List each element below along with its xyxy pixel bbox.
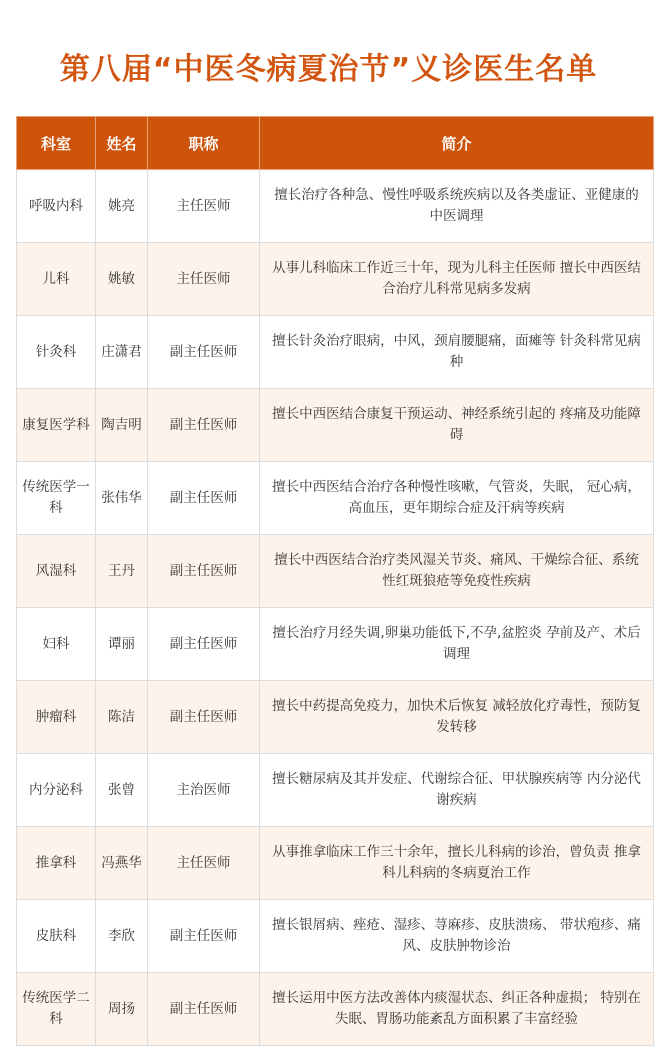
- cell-intro: 擅长中西医结合治疗类风湿关节炎、痛风、干燥综合征、系统性红斑狼疮等免疫性疾病: [260, 535, 654, 608]
- table-row: [17, 243, 654, 316]
- header-title: 职称: [148, 117, 260, 170]
- cell-title: 主任医师: [148, 243, 260, 316]
- page-title: 第八届“中医冬病夏治节”义诊医生名单: [59, 52, 598, 87]
- cell-name: 王丹: [96, 535, 148, 608]
- table-row: [17, 389, 654, 462]
- cell-dept: 针灸科: [17, 316, 96, 389]
- table-row: [17, 827, 654, 900]
- cell-title: 副主任医师: [148, 900, 260, 973]
- cell-intro: 从事推拿临床工作三十余年，擅长儿科病的诊治，曾负责 推拿科儿科病的冬病夏治工作: [260, 827, 654, 900]
- cell-dept: 呼吸内科: [17, 170, 96, 243]
- cell-dept: 皮肤科: [17, 900, 96, 973]
- cell-title: 副主任医师: [148, 316, 260, 389]
- cell-name: 姚敏: [96, 243, 148, 316]
- cell-name: 张曾: [96, 754, 148, 827]
- cell-intro: 擅长治疗月经失调,卵巢功能低下,不孕,盆腔炎 孕前及产、术后调理: [260, 608, 654, 681]
- table-row: [17, 462, 654, 535]
- cell-dept: 妇科: [17, 608, 96, 681]
- cell-dept: 儿科: [17, 243, 96, 316]
- table-row: [17, 170, 654, 243]
- cell-name: 张伟华: [96, 462, 148, 535]
- cell-title: 副主任医师: [148, 681, 260, 754]
- cell-name: 庄潇君: [96, 316, 148, 389]
- cell-title: 副主任医师: [148, 389, 260, 462]
- table-row: [17, 754, 654, 827]
- table-row: [17, 316, 654, 389]
- cell-title: 副主任医师: [148, 608, 260, 681]
- table-row: [17, 973, 654, 1046]
- cell-intro: 擅长运用中医方法改善体内痰湿状态、纠正各种虚损； 特别在失眠、胃肠功能紊乱方面积累了丰富经验: [260, 973, 654, 1046]
- cell-intro: 擅长治疗各种急、慢性呼吸系统疾病以及各类虚证、亚健康的中医调理: [260, 170, 654, 243]
- cell-name: 陈洁: [96, 681, 148, 754]
- cell-intro: 擅长中西医结合康复干预运动、神经系统引起的 疼痛及功能障碍: [260, 389, 654, 462]
- cell-intro: 擅长银屑病、痤疮、湿疹、荨麻疹、皮肤溃疡、 带状疱疹、痛风、皮肤肿物诊治: [260, 900, 654, 973]
- cell-dept: 肿瘤科: [17, 681, 96, 754]
- table-header-row: [17, 117, 654, 170]
- header-intro: 简介: [260, 117, 654, 170]
- cell-dept: 推拿科: [17, 827, 96, 900]
- table-row: [17, 900, 654, 973]
- doctor-table: [16, 116, 654, 1046]
- cell-name: 谭丽: [96, 608, 148, 681]
- cell-dept: 内分泌科: [17, 754, 96, 827]
- cell-title: 主治医师: [148, 754, 260, 827]
- cell-name: 周扬: [96, 973, 148, 1046]
- cell-title: 副主任医师: [148, 462, 260, 535]
- cell-intro: 从事儿科临床工作近三十年，现为儿科主任医师 擅长中西医结合治疗儿科常见病多发病: [260, 243, 654, 316]
- cell-intro: 擅长中西医结合治疗各种慢性咳嗽，气管炎，失眠， 冠心病，高血压，更年期综合症及汗病等疾病: [260, 462, 654, 535]
- header-dept: 科室: [17, 117, 96, 170]
- cell-name: 冯燕华: [96, 827, 148, 900]
- cell-dept: 传统医学一科: [17, 462, 96, 535]
- cell-dept: 传统医学二科: [17, 973, 96, 1046]
- header-name: 姓名: [96, 117, 148, 170]
- table-row: [17, 535, 654, 608]
- cell-name: 陶吉明: [96, 389, 148, 462]
- cell-name: 姚亮: [96, 170, 148, 243]
- cell-title: 主任医师: [148, 827, 260, 900]
- cell-dept: 风湿科: [17, 535, 96, 608]
- table-row: [17, 608, 654, 681]
- cell-intro: 擅长糖尿病及其并发症、代谢综合征、甲状腺疾病等 内分泌代谢疾病: [260, 754, 654, 827]
- cell-title: 副主任医师: [148, 973, 260, 1046]
- cell-name: 李欣: [96, 900, 148, 973]
- cell-intro: 擅长中药提高免疫力，加快术后恢复 减轻放化疗毒性，预防复发转移: [260, 681, 654, 754]
- table-row: [17, 681, 654, 754]
- cell-dept: 康复医学科: [17, 389, 96, 462]
- cell-title: 主任医师: [148, 170, 260, 243]
- cell-intro: 擅长针灸治疗眼病，中风，颈肩腰腿痛，面瘫等 针灸科常见病种: [260, 316, 654, 389]
- cell-title: 副主任医师: [148, 535, 260, 608]
